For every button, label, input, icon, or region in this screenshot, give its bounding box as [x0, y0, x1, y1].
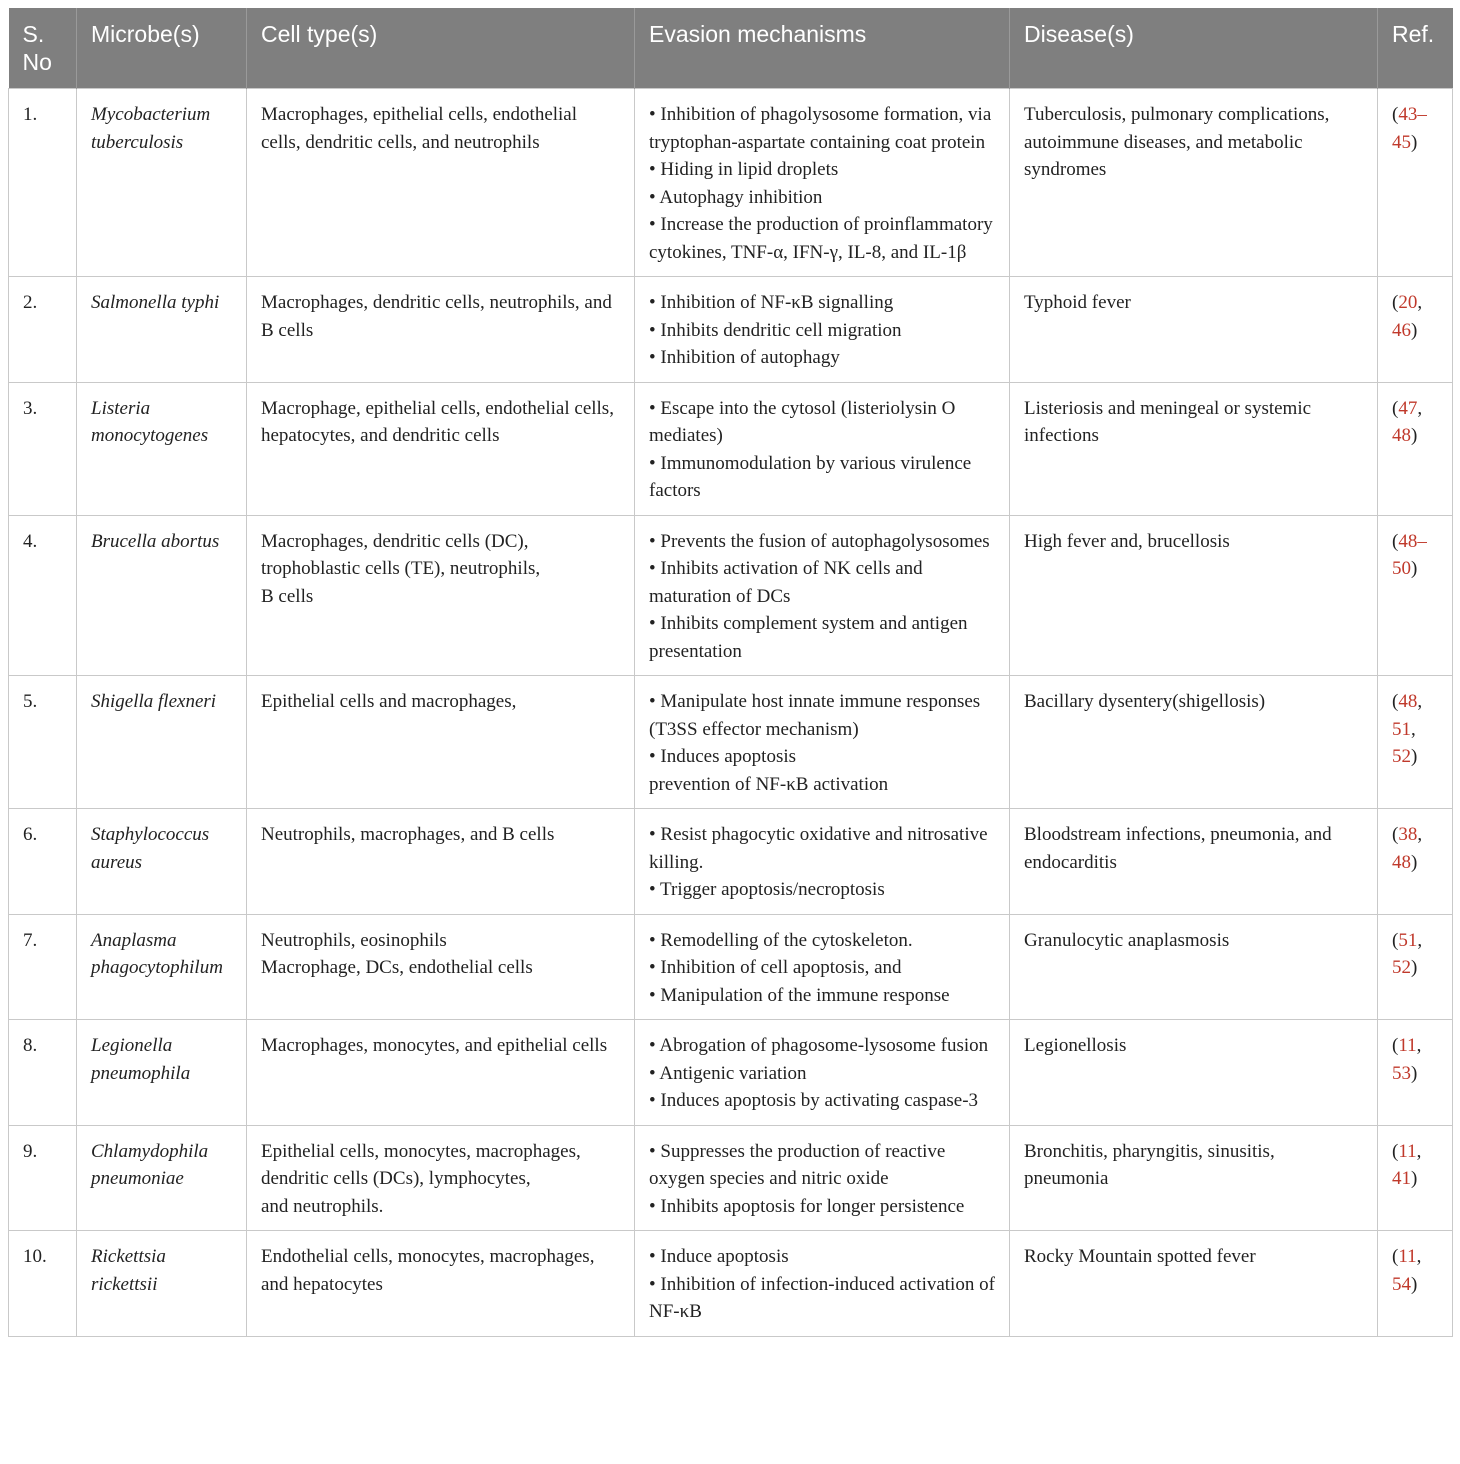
row-number-text: 1. — [23, 104, 38, 125]
mechanism-item: • Inhibition of infection-induced activation of NF-κB — [649, 1273, 995, 1322]
reference-link[interactable]: 54 — [1392, 1273, 1411, 1295]
ref-paren-open: ( — [1392, 1246, 1399, 1267]
disease-text: Typhoid fever — [1024, 292, 1131, 313]
disease-text: High fever and, brucellosis — [1024, 530, 1230, 552]
microbe-name-text: Shigella flexneri — [91, 691, 217, 712]
reference — [1378, 1020, 1453, 1126]
row-number-text: 3. — [23, 397, 38, 419]
cell-types-line: Macrophage, epithelial cells, endothelial cells, hepatocytes, and dendritic cells — [261, 397, 614, 446]
reference — [1378, 277, 1453, 383]
table-row — [9, 809, 1453, 915]
mechanism-item: • Suppresses the production of reactive oxygen species and nitric oxide — [649, 1140, 946, 1189]
row-number-text: 10. — [23, 1246, 47, 1267]
mechanism-item: • Autophagy inhibition — [649, 186, 823, 208]
reference-link[interactable]: 52 — [1392, 957, 1411, 978]
row-number-text: 6. — [23, 824, 38, 845]
microbe-name-text: Mycobacterium tuberculosis — [91, 104, 211, 153]
cell-types-line: Epithelial cells, monocytes, macrophages, dendritic cells (DCs), lymphocytes, — [261, 1140, 581, 1189]
disease-text: Listeriosis and meningeal or systemic infections — [1024, 397, 1312, 446]
table-row — [9, 515, 1453, 676]
ref-paren-close: ) — [1411, 957, 1418, 978]
row-number-text: 5. — [23, 691, 38, 712]
table-row — [9, 676, 1453, 809]
ref-paren-open: ( — [1392, 691, 1399, 712]
evasion-mechanisms — [635, 809, 1010, 915]
mechanism-item: • Inhibition of NF-κB signalling — [649, 292, 894, 313]
microbe-name — [77, 277, 247, 383]
reference-link[interactable]: 38 — [1398, 824, 1418, 845]
microbe-name-text: Anaplasma phagocytophilum — [91, 929, 223, 978]
reference-link[interactable]: 11 — [1398, 1246, 1417, 1267]
header-sno: S. No — [9, 8, 77, 89]
cell-types — [247, 914, 635, 1020]
mechanism-item: • Hiding in lipid droplets — [649, 159, 839, 180]
microbe-name-text: Chlamydophila pneumoniae — [91, 1140, 209, 1189]
ref-paren-close: ) — [1411, 319, 1418, 341]
header-ref: Ref. — [1378, 8, 1453, 89]
evasion-mechanisms — [635, 89, 1010, 277]
mechanism-item: • Inhibits complement system and antigen presentation — [649, 613, 968, 662]
row-number — [9, 809, 77, 915]
disease — [1010, 382, 1378, 515]
header-evasion-mechanisms: Evasion mechanisms — [635, 8, 1010, 89]
reference — [1378, 382, 1453, 515]
disease — [1010, 89, 1378, 277]
mechanism-item: • Increase the production of proinflammatory cytokines, TNF-α, IFN-γ, IL-8, and IL-1β — [649, 214, 993, 263]
microbe-name — [77, 914, 247, 1020]
cell-types-line: Endothelial cells, monocytes, macrophages, and hepatocytes — [261, 1246, 595, 1295]
ref-paren-close: ) — [1411, 746, 1418, 767]
cell-types-line: and neutrophils. — [261, 1195, 384, 1217]
mechanism-item: • Induce apoptosis — [649, 1246, 789, 1267]
reference-link[interactable]: 47 — [1398, 397, 1418, 419]
cell-types — [247, 1020, 635, 1126]
row-number — [9, 914, 77, 1020]
mechanism-item: • Inhibits dendritic cell migration — [649, 319, 902, 341]
row-number — [9, 1020, 77, 1126]
disease-text: Legionellosis — [1024, 1035, 1127, 1056]
table-row — [9, 1020, 1453, 1126]
table-header — [9, 8, 1453, 89]
ref-paren-close: ) — [1411, 1273, 1418, 1295]
reference — [1378, 1125, 1453, 1231]
reference-link[interactable]: 41 — [1392, 1168, 1411, 1189]
cell-types — [247, 382, 635, 515]
table-row — [9, 382, 1453, 515]
cell-types-line: Macrophages, dendritic cells, neutrophils, and B cells — [261, 292, 612, 341]
table-row — [9, 1231, 1453, 1337]
disease-text: Rocky Mountain spotted fever — [1024, 1246, 1256, 1267]
mechanism-item: • Inhibition of cell apoptosis, and — [649, 957, 902, 978]
reference-link[interactable]: 53 — [1392, 1062, 1411, 1084]
mechanism-item: • Induces apoptosis by activating caspase-3 — [649, 1090, 979, 1111]
ref-paren-close: ) — [1411, 1168, 1418, 1189]
ref-paren-close: ) — [1411, 425, 1418, 446]
cell-types-line: Macrophages, dendritic cells (DC), trophoblastic cells (TE), neutrophils, — [261, 530, 541, 579]
mechanism-item: • Manipulate host innate immune responses (T3SS effector mechanism) — [649, 691, 981, 740]
disease — [1010, 515, 1378, 676]
microbe-name — [77, 1231, 247, 1337]
evasion-mechanisms — [635, 914, 1010, 1020]
reference — [1378, 1231, 1453, 1337]
reference-link[interactable]: 48–50 — [1392, 530, 1427, 579]
ref-paren-open: ( — [1392, 397, 1399, 419]
ref-paren-open: ( — [1392, 530, 1399, 552]
disease — [1010, 676, 1378, 809]
reference-link[interactable]: 48 — [1392, 851, 1411, 873]
pathogen-evasion-table — [8, 8, 1453, 1337]
row-number-text: 4. — [23, 530, 38, 552]
cell-types — [247, 89, 635, 277]
microbe-name-text: Staphylococcus aureus — [91, 824, 210, 873]
table-body — [9, 89, 1453, 1337]
disease-text: Granulocytic anaplasmosis — [1024, 929, 1230, 951]
reference-link[interactable]: 43–45 — [1392, 104, 1427, 153]
evasion-mechanisms — [635, 1125, 1010, 1231]
row-number-text: 9. — [23, 1140, 38, 1162]
cell-types — [247, 515, 635, 676]
mechanism-item: • Inhibits apoptosis for longer persistence — [649, 1195, 965, 1217]
table-row — [9, 89, 1453, 277]
microbe-name-text: Salmonella typhi — [91, 292, 220, 313]
disease — [1010, 809, 1378, 915]
row-number-text: 2. — [23, 292, 38, 313]
ref-separator: , — [1411, 718, 1416, 740]
table-row — [9, 1125, 1453, 1231]
reference-link[interactable]: 46 — [1392, 319, 1411, 341]
mechanism-item: • Induces apoptosis — [649, 746, 797, 767]
cell-types — [247, 809, 635, 915]
mechanism-item: • Escape into the cytosol (listeriolysin O mediates) — [649, 397, 956, 446]
mechanism-item: • Prevents the fusion of autophagolysosomes — [649, 530, 990, 552]
disease — [1010, 1020, 1378, 1126]
disease-text: Tuberculosis, pulmonary complications, autoimmune diseases, and metabolic syndromes — [1024, 104, 1330, 180]
cell-types-line: Macrophages, monocytes, and epithelial cells — [261, 1035, 608, 1056]
header-row — [9, 8, 1453, 89]
evasion-mechanisms — [635, 382, 1010, 515]
mechanism-item: • Manipulation of the immune response — [649, 984, 950, 1006]
cell-types-line: Neutrophils, eosinophils — [261, 929, 447, 951]
cell-types — [247, 676, 635, 809]
ref-paren-open: ( — [1392, 1140, 1399, 1162]
row-number — [9, 277, 77, 383]
row-number — [9, 382, 77, 515]
ref-paren-open: ( — [1392, 929, 1399, 951]
microbe-name — [77, 809, 247, 915]
microbe-name — [77, 676, 247, 809]
ref-separator: , — [1416, 1140, 1422, 1162]
reference-link[interactable]: 20 — [1398, 292, 1418, 313]
ref-paren-open: ( — [1392, 824, 1399, 845]
evasion-mechanisms — [635, 1231, 1010, 1337]
ref-separator: , — [1416, 1035, 1422, 1056]
microbe-name-text: Rickettsia rickettsii — [91, 1246, 166, 1295]
row-number — [9, 1125, 77, 1231]
cell-types-line: Neutrophils, macrophages, and B cells — [261, 824, 555, 845]
header-diseases: Disease(s) — [1010, 8, 1378, 89]
ref-separator: , — [1417, 397, 1423, 419]
ref-separator: , — [1417, 929, 1423, 951]
mechanism-item: • Antigenic variation — [649, 1062, 807, 1084]
header-cell-types: Cell type(s) — [247, 8, 635, 89]
table-row — [9, 914, 1453, 1020]
reference-link[interactable]: 51 — [1392, 718, 1411, 740]
disease-text: Bacillary dysentery(shigellosis) — [1024, 691, 1266, 712]
evasion-mechanisms — [635, 277, 1010, 383]
table-row — [9, 277, 1453, 383]
row-number — [9, 515, 77, 676]
disease-text: Bronchitis, pharyngitis, sinusitis, pneumonia — [1024, 1140, 1275, 1189]
cell-types-line: Macrophage, DCs, endothelial cells — [261, 957, 533, 978]
disease — [1010, 277, 1378, 383]
mechanism-item: • Trigger apoptosis/necroptosis — [649, 879, 885, 900]
reference-link[interactable]: 48 — [1392, 425, 1411, 446]
ref-separator: , — [1416, 1246, 1422, 1267]
cell-types-line: Epithelial cells and macrophages, — [261, 691, 517, 712]
ref-paren-open: ( — [1392, 292, 1399, 313]
ref-paren-open: ( — [1392, 1035, 1399, 1056]
ref-paren-close: ) — [1411, 851, 1418, 873]
mechanism-item: • Abrogation of phagosome-lysosome fusion — [649, 1035, 989, 1056]
reference-link[interactable]: 11 — [1398, 1140, 1417, 1162]
evasion-mechanisms — [635, 1020, 1010, 1126]
cell-types — [247, 1231, 635, 1337]
mechanism-item: • Immunomodulation by various virulence factors — [649, 452, 972, 501]
evasion-mechanisms — [635, 515, 1010, 676]
disease-text: Bloodstream infections, pneumonia, and endocarditis — [1024, 824, 1332, 873]
mechanism-item: • Inhibits activation of NK cells and maturation of DCs — [649, 558, 923, 607]
ref-separator: , — [1417, 691, 1423, 712]
evasion-mechanisms — [635, 676, 1010, 809]
cell-types — [247, 1125, 635, 1231]
row-number-text: 8. — [23, 1035, 38, 1056]
microbe-name — [77, 1125, 247, 1231]
reference-link[interactable]: 51 — [1398, 929, 1418, 951]
reference — [1378, 676, 1453, 809]
reference — [1378, 89, 1453, 277]
ref-separator: , — [1417, 824, 1423, 845]
row-number-text: 7. — [23, 929, 38, 951]
disease — [1010, 914, 1378, 1020]
row-number — [9, 1231, 77, 1337]
ref-paren-open: ( — [1392, 104, 1399, 125]
header-microbe: Microbe(s) — [77, 8, 247, 89]
microbe-name-text: Listeria monocytogenes — [91, 397, 209, 446]
ref-paren-close: ) — [1411, 558, 1418, 579]
mechanism-item: • Remodelling of the cytoskeleton. — [649, 929, 913, 951]
mechanism-item: prevention of NF-κB activation — [649, 773, 889, 795]
cell-types — [247, 277, 635, 383]
ref-paren-close: ) — [1411, 1062, 1418, 1084]
reference — [1378, 809, 1453, 915]
ref-separator: , — [1417, 292, 1423, 313]
mechanism-item: • Inhibition of phagolysosome formation, via tryptophan-aspartate containing coat protein — [649, 104, 992, 153]
mechanism-item: • Resist phagocytic oxidative and nitrosative killing. — [649, 824, 988, 873]
mechanism-item: • Inhibition of autophagy — [649, 347, 840, 368]
microbe-name — [77, 382, 247, 515]
reference-link[interactable]: 52 — [1392, 746, 1411, 767]
cell-types-line: B cells — [261, 585, 314, 607]
disease — [1010, 1125, 1378, 1231]
ref-paren-close: ) — [1411, 131, 1418, 153]
row-number — [9, 89, 77, 277]
reference — [1378, 914, 1453, 1020]
microbe-name-text: Legionella pneumophila — [91, 1035, 191, 1084]
reference-link[interactable]: 11 — [1398, 1035, 1417, 1056]
row-number — [9, 676, 77, 809]
disease — [1010, 1231, 1378, 1337]
reference — [1378, 515, 1453, 676]
cell-types-line: Macrophages, epithelial cells, endothelial cells, dendritic cells, and neutrophils — [261, 104, 578, 153]
microbe-name — [77, 89, 247, 277]
microbe-name — [77, 515, 247, 676]
microbe-name — [77, 1020, 247, 1126]
reference-link[interactable]: 48 — [1398, 691, 1418, 712]
microbe-name-text: Brucella abortus — [91, 530, 220, 552]
